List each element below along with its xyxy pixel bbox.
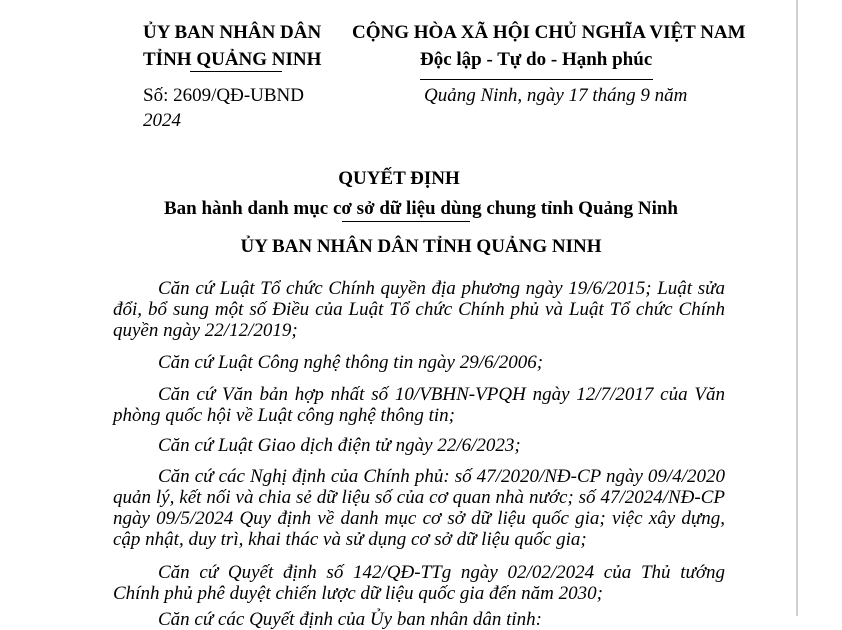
- motto-underline: [420, 79, 653, 80]
- issuing-authority-line1: ỦY BAN NHÂN DÂN: [143, 22, 322, 43]
- authority-heading: ỦY BAN NHÂN DÂN TỈNH QUẢNG NINH: [240, 236, 602, 257]
- legal-basis-paragraph: Căn cứ Văn bản hợp nhất số 10/VBHN-VPQH ngày 12/7/2017 của Văn phòng quốc hội về Luật công nghệ thông tin;: [113, 384, 725, 426]
- legal-basis-paragraph: Căn cứ các Quyết định của Ủy ban nhân dân tỉnh:: [158, 609, 542, 630]
- subtitle-underline: [342, 221, 470, 222]
- national-title: CỘNG HÒA XÃ HỘI CHỦ NGHĨA VIỆT NAM: [352, 22, 746, 43]
- document-year: 2024: [143, 110, 181, 131]
- document-number: Số: 2609/QĐ-UBND: [143, 85, 304, 106]
- place-and-date: Quảng Ninh, ngày 17 tháng 9 năm: [424, 85, 688, 106]
- page-edge-divider: [796, 0, 798, 616]
- issuing-authority-line2: TỈNH QUẢNG NINH: [143, 49, 322, 70]
- document-title: QUYẾT ĐỊNH: [338, 168, 460, 189]
- national-motto: Độc lập - Tự do - Hạnh phúc: [420, 49, 653, 70]
- legal-basis-paragraph: Căn cứ Luật Giao dịch điện tử ngày 22/6/2023;: [158, 435, 521, 456]
- legal-basis-paragraph: Căn cứ Luật Tổ chức Chính quyền địa phương ngày 19/6/2015; Luật sửa đổi, bổ sung một số Điều của Luật Tổ chức Chính phủ và Luật Tổ chức Chính quyền ngày 22/12/2019;: [113, 278, 725, 341]
- legal-basis-paragraph: Căn cứ các Nghị định của Chính phủ: số 47/2020/NĐ-CP ngày 09/4/2020 quản lý, kết nối và chia sẻ dữ liệu số của cơ quan nhà nước; số 47/2024/NĐ-CP ngày 09/5/2024 Quy định về danh mục cơ sở dữ liệu quốc gia; việc xây dựng, cập nhật, duy trì, khai thác và sử dụng cơ sở dữ liệu quốc gia;: [113, 466, 725, 550]
- document-subtitle: Ban hành danh mục cơ sở dữ liệu dùng chung tỉnh Quảng Ninh: [164, 198, 678, 219]
- authority-underline: [190, 71, 282, 72]
- legal-basis-paragraph: Căn cứ Luật Công nghệ thông tin ngày 29/6/2006;: [158, 352, 544, 373]
- legal-basis-paragraph: Căn cứ Quyết định số 142/QĐ-TTg ngày 02/02/2024 của Thủ tướng Chính phủ phê duyệt chiến lược dữ liệu quốc gia đến năm 2030;: [113, 562, 725, 604]
